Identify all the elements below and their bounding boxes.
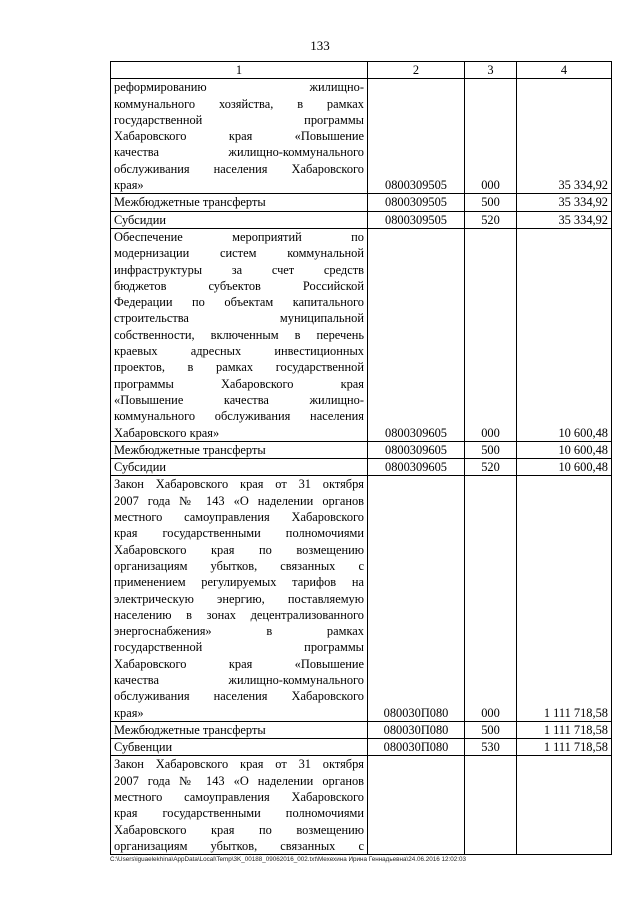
amount-value: 35 334,92 (517, 79, 612, 194)
amount-value: 1 111 718,58 (517, 721, 612, 738)
target-article-code: 0800309505 (368, 211, 465, 228)
description-line: государственной программы (114, 112, 364, 127)
description-line: электрическую энергию, поставляемую (114, 591, 364, 606)
row-description (111, 211, 368, 228)
description-line: модернизации систем коммунальной (114, 246, 364, 261)
description-line: населению в зонах децентрализованного (114, 607, 364, 622)
row-description (111, 194, 368, 211)
column-header: 4 (517, 62, 612, 79)
target-article-code: 0800309505 (368, 79, 465, 194)
amount-value: 35 334,92 (517, 211, 612, 228)
description-line: Межбюджетные трансферты (114, 442, 266, 457)
description-line: края» (114, 705, 144, 720)
target-article-code: 080030П080 (368, 721, 465, 738)
footer-file-path: C:\Users\iguaelekhina\AppData\Local\Temp\3K_00188_09062016_002.txt\Мехехина Ирина Геннадьевна\24.06.2016 12:02:03 (110, 856, 466, 863)
table-row (111, 459, 612, 476)
description-line: обслуживания населения Хабаровского (114, 689, 364, 704)
description-line: реформированию жилищно- (114, 80, 364, 95)
target-article-code: 0800309605 (368, 228, 465, 441)
description-line: Субсидии (114, 460, 166, 475)
row-description (111, 476, 368, 721)
description-line: Субвенции (114, 740, 173, 755)
description-line: 2007 года № 143 «О наделении органов (114, 773, 364, 788)
description-line: качества жилищно-коммунального (114, 672, 364, 687)
amount-value: 10 600,48 (517, 228, 612, 441)
description-line: местного самоуправления Хабаровского (114, 510, 364, 525)
row-description (111, 79, 368, 194)
description-line: обслуживания населения Хабаровского (114, 161, 364, 176)
table-row (111, 228, 612, 441)
description-line: Хабаровского края» (114, 425, 220, 440)
table-body (111, 79, 612, 855)
description-line: организациям убытков, связанных с (114, 838, 364, 853)
expense-type-code: 530 (465, 739, 517, 756)
row-description (111, 739, 368, 756)
amount-value: 10 600,48 (517, 459, 612, 476)
expense-type-code: 000 (465, 228, 517, 441)
description-line: Хабаровского края по возмещению (114, 822, 364, 837)
description-line: государственной программы (114, 640, 364, 655)
amount-value (517, 756, 612, 855)
description-line: Закон Хабаровского края от 31 октября (114, 757, 364, 772)
target-article-code: 080030П080 (368, 476, 465, 721)
description-line: Субсидии (114, 212, 166, 227)
table-row (111, 79, 612, 194)
table-header-row (111, 62, 612, 79)
target-article-code (368, 756, 465, 855)
description-line: Хабаровского края «Повышение (114, 656, 364, 671)
page-number: 133 (310, 38, 330, 53)
table-row (111, 194, 612, 211)
amount-value: 35 334,92 (517, 194, 612, 211)
amount-value: 1 111 718,58 (517, 476, 612, 721)
table-row (111, 756, 612, 855)
description-line: организациям убытков, связанных с (114, 558, 364, 573)
row-description (111, 756, 368, 855)
description-line: проектов, в рамках государственной (114, 360, 364, 375)
description-line: «Повышение качества жилищно- (114, 392, 364, 407)
amount-value: 1 111 718,58 (517, 739, 612, 756)
description-line: 2007 года № 143 «О наделении органов (114, 493, 364, 508)
description-line: качества жилищно-коммунального (114, 145, 364, 160)
budget-table (110, 61, 612, 855)
description-line: бюджетов субъектов Российской (114, 278, 364, 293)
table-row (111, 739, 612, 756)
table-row (111, 211, 612, 228)
description-line: программы Хабаровского края (114, 376, 364, 391)
description-line: края» (114, 178, 144, 193)
target-article-code: 0800309605 (368, 459, 465, 476)
description-line: энергоснабжения» в рамках (114, 624, 364, 639)
description-line: Обеспечение мероприятий по (114, 229, 364, 244)
row-description (111, 441, 368, 458)
description-line: собственности, включенным в перечень (114, 327, 364, 342)
expense-type-code: 500 (465, 441, 517, 458)
table-row (111, 476, 612, 721)
description-line: Закон Хабаровского края от 31 октября (114, 477, 364, 492)
description-line: краевых адресных инвестиционных (114, 344, 364, 359)
description-line: Межбюджетные трансферты (114, 722, 266, 737)
expense-type-code: 500 (465, 721, 517, 738)
description-line: инфраструктуры за счет средств (114, 262, 364, 277)
target-article-code: 0800309605 (368, 441, 465, 458)
column-header: 3 (465, 62, 517, 79)
row-description (111, 228, 368, 441)
amount-value: 10 600,48 (517, 441, 612, 458)
description-line: Федерации по объектам капитального (114, 295, 364, 310)
description-line: коммунального обслуживания населения (114, 409, 364, 424)
description-line: края государственными полномочиями (114, 526, 364, 541)
table-row (111, 721, 612, 738)
expense-type-code: 000 (465, 476, 517, 721)
expense-type-code: 520 (465, 459, 517, 476)
row-description (111, 721, 368, 738)
expense-type-code: 000 (465, 79, 517, 194)
description-line: коммунального хозяйства, в рамках (114, 96, 364, 111)
description-line: Хабаровского края «Повышение (114, 129, 364, 144)
description-line: Хабаровского края по возмещению (114, 542, 364, 557)
table-row (111, 441, 612, 458)
column-header: 1 (111, 62, 368, 79)
description-line: края государственными полномочиями (114, 806, 364, 821)
expense-type-code: 520 (465, 211, 517, 228)
expense-type-code (465, 756, 517, 855)
column-header: 2 (368, 62, 465, 79)
target-article-code: 080030П080 (368, 739, 465, 756)
description-line: применением регулируемых тарифов на (114, 575, 364, 590)
target-article-code: 0800309505 (368, 194, 465, 211)
description-line: Межбюджетные трансферты (114, 195, 266, 210)
description-line: строительства муниципальной (114, 311, 364, 326)
row-description (111, 459, 368, 476)
description-line: местного самоуправления Хабаровского (114, 790, 364, 805)
expense-type-code: 500 (465, 194, 517, 211)
